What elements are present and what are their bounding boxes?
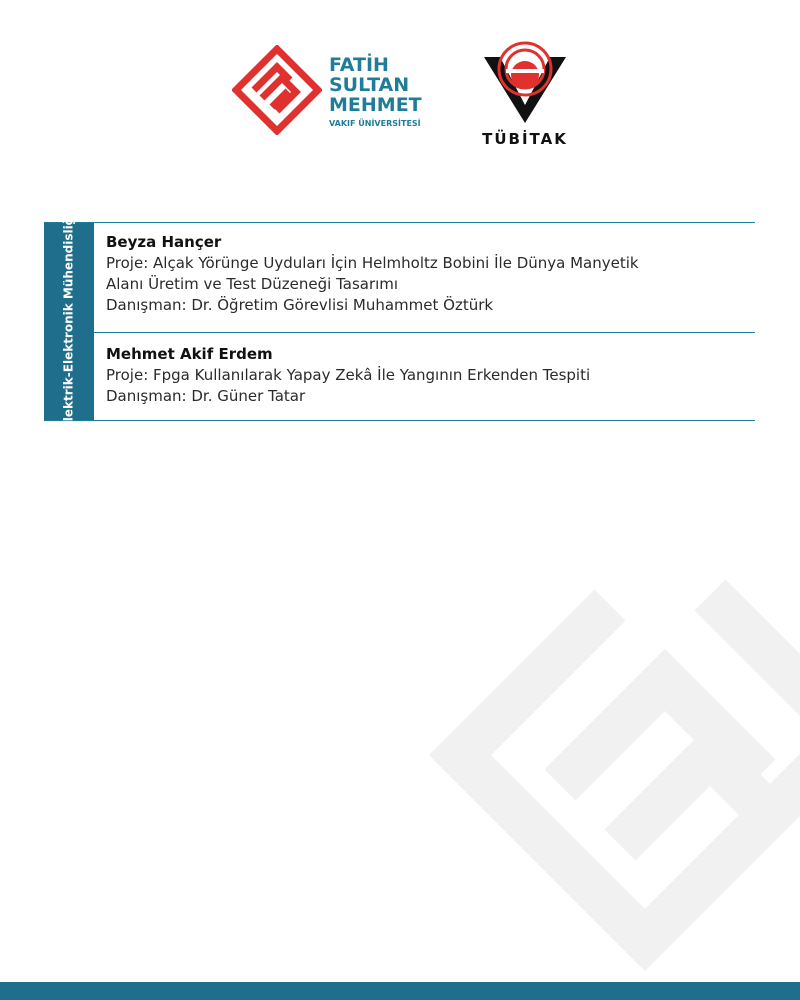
tubitak-wordmark: TÜBİTAK: [482, 130, 568, 148]
fsm-emblem-icon: [232, 45, 322, 135]
department-cell: [44, 212, 94, 430]
project-title: Proje: Alçak Yörünge Uyduları İçin Helmholtz Bobini İle Dünya Manyetik: [106, 254, 639, 272]
department-label: Elektrik-Elektronik Mühendisliği: [61, 212, 76, 430]
bottom-accent-bar: [0, 982, 800, 1000]
student-name: Mehmet Akif Erdem: [106, 345, 273, 363]
projects-table: [44, 212, 755, 430]
project-entry: [106, 343, 755, 407]
tubitak-logo: [480, 35, 570, 150]
fsm-subtitle: VAKIF ÜNİVERSİTESİ: [329, 119, 421, 128]
fsm-logo: [232, 45, 422, 140]
project-title: Proje: Fpga Kullanılarak Yapay Zekâ İle Yangının Erkenden Tespiti: [106, 366, 591, 384]
fsm-line-3: MEHMET: [329, 94, 422, 116]
tubitak-emblem-icon: [480, 35, 570, 125]
row-divider: [94, 332, 755, 333]
project-entry: [106, 231, 755, 316]
fsm-line-1: FATİH: [329, 54, 389, 76]
fsm-watermark-icon: [430, 575, 800, 975]
advisor-line: Danışman: Dr. Güner Tatar: [106, 387, 306, 405]
student-name: Beyza Hançer: [106, 233, 222, 251]
project-title-continued: Alanı Üretim ve Test Düzeneği Tasarımı: [106, 275, 399, 293]
advisor-line: Danışman: Dr. Öğretim Görevlisi Muhammet Öztürk: [106, 296, 494, 314]
fsm-wordmark: [329, 55, 422, 129]
fsm-line-2: SULTAN: [329, 74, 410, 96]
